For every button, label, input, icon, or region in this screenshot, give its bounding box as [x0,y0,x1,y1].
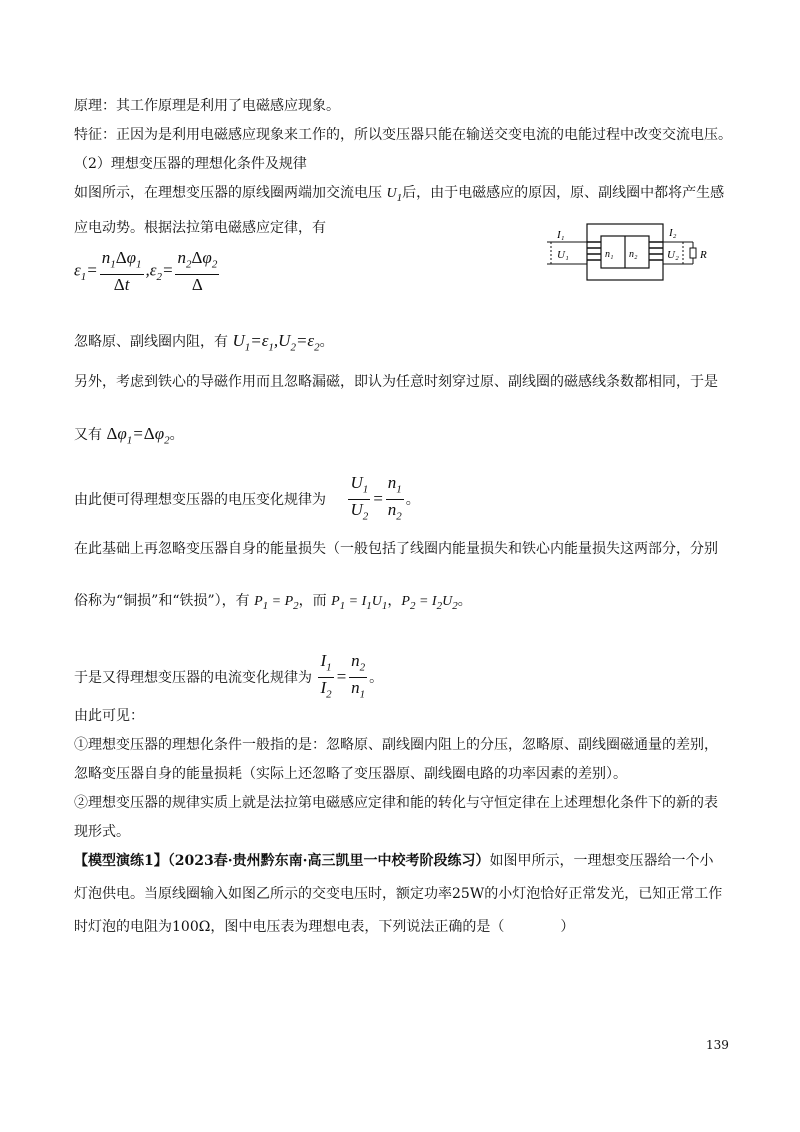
para-intro-2: 应电动势。根据法拉第电磁感应定律，有 [74,220,326,236]
formula-flux-equal: $\Delta\varphi_1=\Delta\varphi_2$ [106,424,170,447]
transformer-diagram [547,222,717,284]
para-ignore-resistance: 忽略原、副线圈内阻，有 $U_1=\varepsilon_1,U_2=\varepsilon_2$。 [74,331,334,354]
formula-voltage-ratio: $\frac{U_1}{U_2}$ = $\frac{n_1}{n_2}$ [350,473,402,523]
para-flux-equal: 又有 $\Delta\varphi_1=\Delta\varphi_2$。 [74,424,184,447]
current-law-text: 于是又得理想变压器的电流变化规律为 [74,669,312,686]
exercise-1 [74,851,713,871]
power-equal-text-a: 俗称为“铜损”和“铁损”），有 [74,593,250,609]
page-number: 139 [706,1038,729,1052]
exercise-1-line-3: 时灯泡的电阻为100Ω，图中电压表为理想电表，下列说法正确的是（ ） [74,919,575,935]
para-point-1-cont: 忽略变压器自身的能量损耗（实际上还忽略了变压器原、副线圈电路的功率因素的差别）。 [74,766,627,782]
para-section-2: （2）理想变压器的理想化条件及规律 [74,156,307,172]
voltage-law-text: 由此便可得理想变压器的电压变化规律为 [74,491,326,508]
para-flux: 另外，考虑到铁心的导磁作用而且忽略漏磁，即认为任意时刻穿过原、副线圈的磁感线条数都相同，于是 [74,374,718,390]
formula-u-eq-emf: $U_1=\varepsilon_1,U_2=\varepsilon_2$ [232,331,320,354]
para-voltage-law: 由此便可得理想变压器的电压变化规律为 $\frac{U_1}{U_2}$ = $\frac{n_1}{n_2}$ 。 [74,473,420,523]
para-feature: 特征：正因为是利用电磁感应现象来工作的，所以变压器只能在输送交变电流的电能过程中改变交流电压。 [74,127,732,143]
para-conclusion: 由此可见： [74,708,144,724]
para-intro [74,183,724,208]
formula-emf: $\varepsilon_1=$ $\frac{n_1\Delta\varphi_1}{\Delta t}$ $,\varepsilon_2=$ $\frac{n_2\Delta\varphi_2}{\Delta}$ [74,248,218,295]
label-u2: U₂ [667,249,679,261]
label-i2: I₂ [669,227,677,239]
label-u1: U₁ [557,249,569,261]
exercise-1-line-2: 灯泡供电。当原线圈输入如图乙所示的交变电压时，额定功率25W的小灯泡恰好正常发光，已知正常工作 [74,886,723,902]
power-equal-text-b: ，而 [298,593,327,609]
formula-p1-eq-p2: $P_1 = P_2$ [254,594,299,612]
para-point-2-cont: 现形式。 [74,824,130,840]
symbol-u1: $U_1$ [386,186,403,204]
para-point-2: ②理想变压器的规律实质上就是法拉第电磁感应定律和能的转化与守恒定律在上述理想化条件下的新的表 [74,795,718,811]
flux-equal-text: 又有 [74,427,102,443]
para-principle: 原理：其工作原理是利用了电磁感应现象。 [74,98,340,114]
para-point-1: ①理想变压器的理想化条件一般指的是：忽略原、副线圈内阻上的分压，忽略原、副线圈磁通量的差别， [74,737,718,753]
formula-power-defs: $P_1 = I_1U_1$ [331,594,388,612]
exercise-1-text: 如图甲所示，一理想变压器给一个小 [489,853,714,869]
label-r: R [700,249,707,261]
label-n2: n₂ [629,249,638,260]
para-energy-loss: 在此基础上再忽略变压器自身的能量损失（一般包括了线圈内能量损失和铁心内能量损失这两部分，分别 [74,541,718,557]
formula-current-ratio: $\frac{I_1}{I_2}$ = $\frac{n_2}{n_1}$ [320,651,366,701]
ignore-resistance-text: 忽略原、副线圈内阻，有 [74,334,228,350]
label-i1: I₁ [557,229,565,241]
para-power-equal: 俗称为“铜损”和“铁损”），有 $P_1 = P_2$，而 $P_1 = I_1U_1$，$P_2 = I_2U_2$。 [74,593,472,612]
intro-text-b: 后，由于电磁感应的原因，原、副线圈中都将产生感 [402,185,725,201]
exercise-1-heading: 【模型演练1】（2023春·贵州黔东南·高三凯里一中校考阶段练习） [74,853,490,869]
label-n1: n₁ [605,249,614,260]
para-current-law: 于是又得理想变压器的电流变化规律为 $\frac{I_1}{I_2}$ = $\frac{n_2}{n_1}$ 。 [74,651,384,701]
intro-text-a: 如图所示，在理想变压器的原线圈两端加交流电压 [74,185,387,201]
